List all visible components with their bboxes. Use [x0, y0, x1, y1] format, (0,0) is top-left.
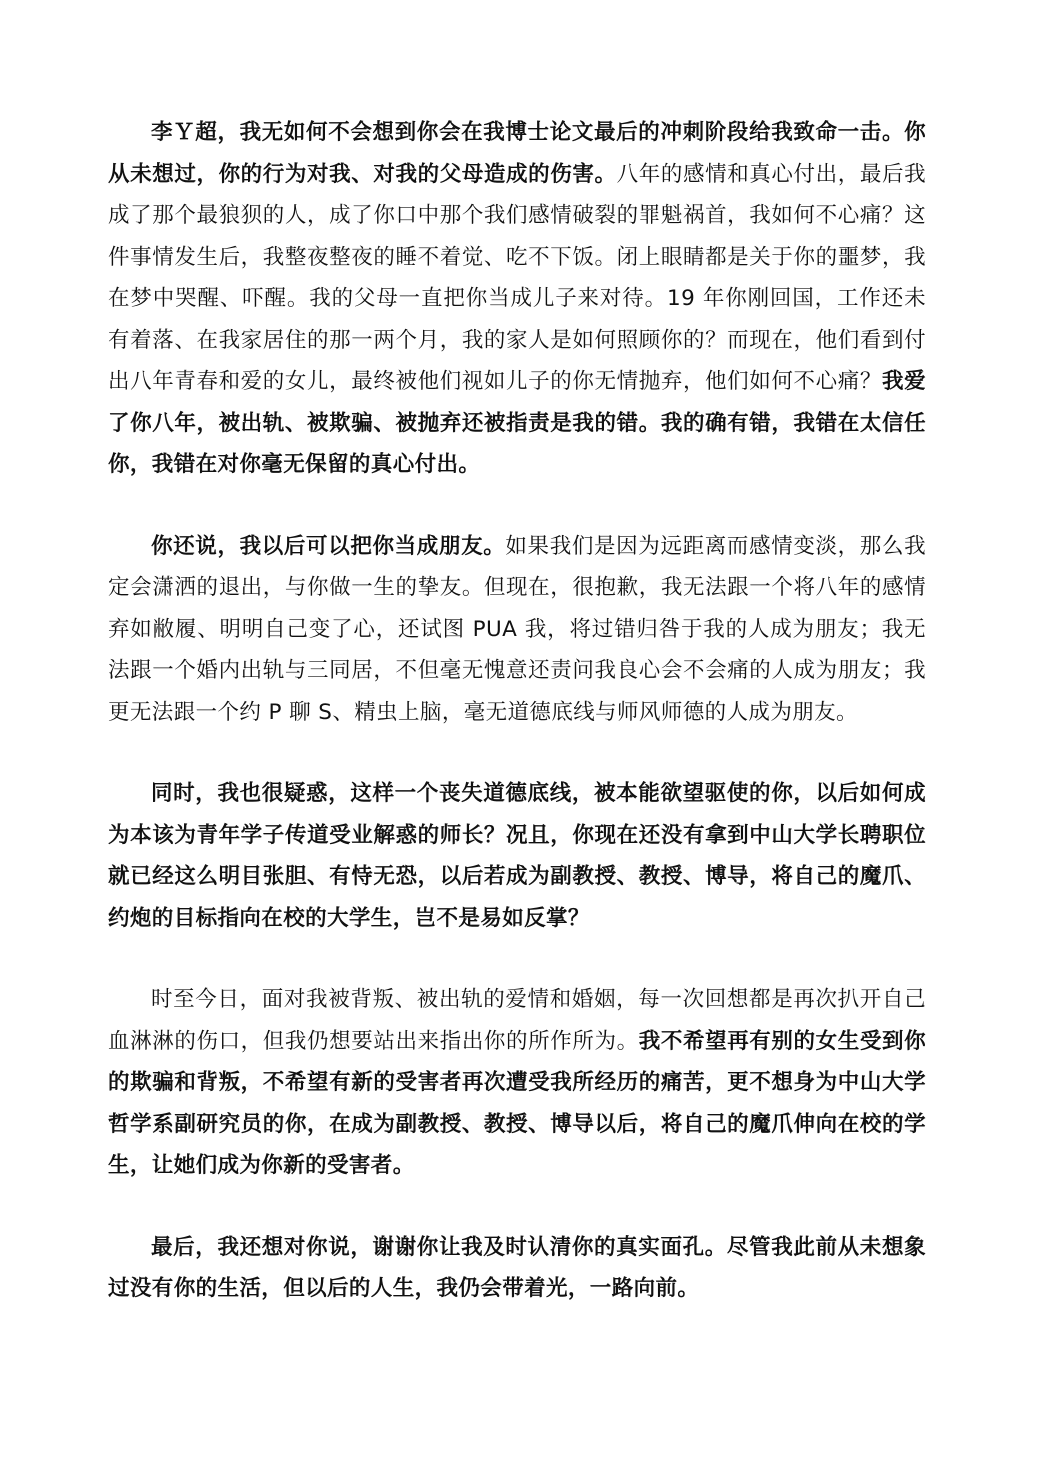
body-text: 如果我们是因为远距离而感情变淡，那么我定会潇洒的退出，与你做一生的挚友。但现在，很抱歉，我无法跟一个将八年的感情弃如敝履、明明自己变了心，还试图 PUA 我，将过错归咎于我的人成为朋友；我无法跟一个婚内出轨与三同居，不但毫无愧意还责问我良心会不会痛的人成为朋友；我更无法跟一个约 P 聊 S、精虫上脑，毫无道德底线与师风师德的人成为朋友。	[108, 533, 927, 725]
bold-text: 同时，我也很疑惑，这样一个丧失道德底线，被本能欲望驱使的你，以后如何成为本该为青年学子传道受业解惑的师长？况且，你现在还没有拿到中山大学长聘职位就已经这么明目张胆、有恃无恐，以后若成为副教授、教授、博导，将自己的魔爪、约炮的目标指向在校的大学生，岂不是易如反掌？	[108, 781, 926, 931]
document-body	[108, 112, 926, 1310]
paragraph-4	[108, 979, 926, 1187]
bold-text: 我不希望再有别的女生受到你的欺骗和背叛，不希望有新的受害者再次遭受我所经历的痛苦，更不想身为中山大学哲学系副研究员的你，在成为副教授、教授、博导以后，将自己的魔爪伸向在校的学生，让她们成为你新的受害者。	[108, 1028, 926, 1178]
paragraph-1	[108, 112, 926, 486]
bold-text: 最后，我还想对你说，谢谢你让我及时认清你的真实面孔。尽管我此前从未想象过没有你的生活，但以后的人生，我仍会带着光，一路向前。	[108, 1234, 926, 1301]
body-text: 时至今日，面对我被背叛、被出轨的爱情和婚姻，每一次回想都是再次扒开自己血淋淋的伤口，但我仍想要站出来指出你的所作所为。	[108, 987, 926, 1054]
bold-text: 你还说，我以后可以把你当成朋友。	[151, 533, 506, 559]
body-text: 八年的感情和真心付出，最后我成了那个最狼狈的人，成了你口中那个我们感情破裂的罪魁祸首，我如何不心痛？这件事情发生后，我整夜整夜的睡不着觉、吃不下饭。闭上眼睛都是关于你的噩梦，我在梦中哭醒、吓醒。我的父母一直把你当成儿子来对待。19 年你刚回国，工作还未有着落、在我家居住的那一两个月，我的家人是如何照顾你的？而现在，他们看到付出八年青春和爱的女儿，最终被他们视如儿子的你无情抛弃，他们如何不心痛？	[108, 161, 927, 394]
paragraph-2	[108, 526, 926, 734]
paragraph-5	[108, 1227, 926, 1310]
paragraph-3	[108, 773, 926, 939]
bold-text: 我爱了你八年，被出轨、被欺骗、被抛弃还被指责是我的错。我的确有错，我错在太信任你，我错在对你毫无保留的真心付出。	[108, 369, 926, 477]
bold-text: 李Ｙ超，我无如何不会想到你会在我博士论文最后的冲刺阶段给我致命一击。你从未想过，你的行为对我、对我的父母造成的伤害。	[108, 120, 926, 187]
